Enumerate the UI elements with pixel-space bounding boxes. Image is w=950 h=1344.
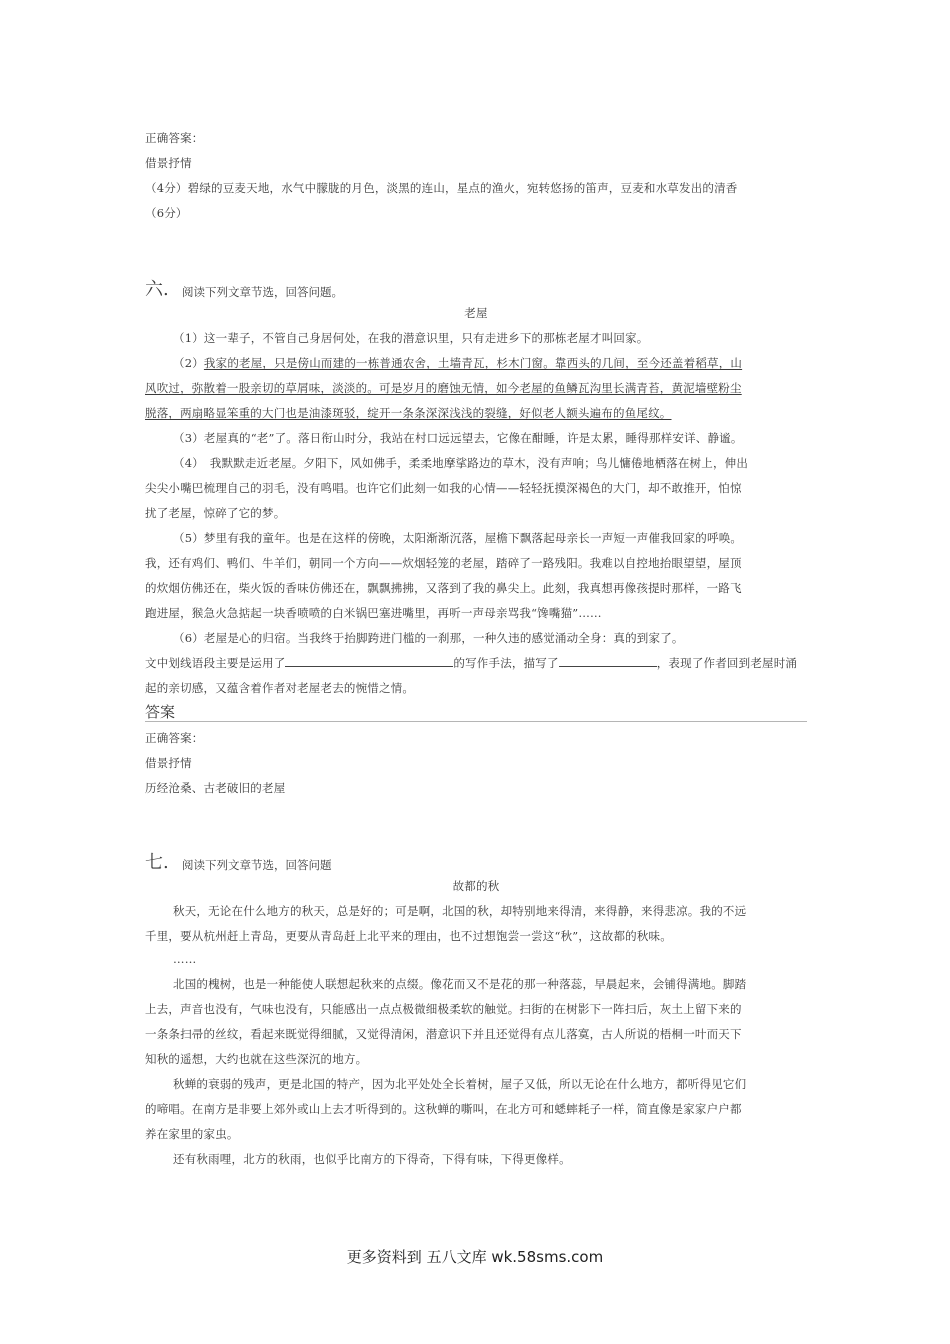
q6-answer-label: 正确答案：: [145, 731, 204, 745]
q6-p5-line3: 的炊烟仿佛还在，柴火饭的香味仿佛还在，飘飘拂拂，又落到了我的鼻尖上。此刻，我真想再像孩提时那样，一路飞: [145, 581, 742, 595]
prev-answer-label: 正确答案：: [145, 131, 204, 145]
q6-underlined-3: 脱落，两扇略显笨重的大门也是油漆斑驳，绽开一条条深深浅浅的裂缝，好似老人额头遍布的鱼尾纹。: [145, 406, 672, 420]
q7-para2-line2: 上去，声音也没有，气味也没有，只能感出一点点极微细极柔软的触觉。扫街的在树影下一阵扫后，灰土上留下来的: [145, 1002, 742, 1016]
q7-para3-line3: 养在家里的家虫。: [145, 1127, 239, 1141]
q7-para3-line1: 秋蝉的衰弱的残声，更是北国的特产，因为北平处处全长着树，屋子又低，所以无论在什么地方，都听得见它们: [173, 1077, 747, 1091]
q7-para1-line2: 千里，要从杭州赶上青岛，更要从青岛赶上北平来的理由，也不过想饱尝一尝这“秋”，这故都的秋味。: [145, 929, 672, 943]
q6-prompt: 阅读下列文章节选，回答问题。: [182, 285, 343, 299]
q6-number: 六.: [145, 279, 169, 300]
q6-blank-1[interactable]: [285, 655, 453, 667]
q7-prompt: 阅读下列文章节选，回答问题: [182, 858, 332, 872]
q6-blank-2[interactable]: [559, 655, 657, 667]
q6-p4-line1: （4） 我默默走近老屋。夕阳下，风如佛手，柔柔地摩挲路边的草木，没有声响；鸟儿慵倦地栖落在树上，伸出: [173, 456, 749, 470]
q6-p5-line1: （5）梦里有我的童年。也是在这样的傍晚，太阳渐渐沉落，屋檐下飘落起母亲长一声短一声催我回家的呼唤。: [173, 531, 743, 545]
q6-p5-line4: 跑进屋，猴急火急掂起一块香喷喷的白米锅巴塞进嘴里，再听一声母亲骂我“馋嘴猫”……: [145, 606, 602, 620]
q6-answer-1: 借景抒情: [145, 756, 192, 770]
q6-question-part-a: 文中划线语段主要是运用了: [145, 656, 286, 670]
q6-question-part-c: ，表现了作者回到老屋时涌: [656, 656, 798, 670]
q6-question-part-b: 的写作手法，描写了: [453, 656, 559, 670]
q6-p1: （1）这一辈子，不管自己身居何处，在我的潜意识里，只有走进乡下的那栋老屋才叫回家。: [173, 331, 649, 345]
q7-title: 故都的秋: [452, 879, 500, 893]
q7-para3-line2: 的啼唱。在南方是非要上郊外或山上去才听得到的。这秋蝉的嘶叫，在北方可和蟋蟀耗子一样，简直像是家家户户都: [145, 1102, 742, 1116]
q7-para1-line1: 秋天，无论在什么地方的秋天，总是好的；可是啊，北国的秋，却特别地来得清，来得静，来得悲凉。我的不远: [173, 904, 747, 918]
q6-p2-prefix: （2）: [173, 356, 204, 370]
q6-underlined-1: 我家的老屋，只是傍山而建的一栋普通农舍，土墙青瓦，杉木门窗。靠西头的几间，至今还盖着稻草，山: [203, 356, 743, 370]
q6-p4-line2: 尖尖小嘴巴梳理自己的羽毛，没有鸣唱。也许它们此刻一如我的心情——轻轻抚摸深褐色的大门，却不敢推开，怕惊: [145, 481, 742, 495]
q7-number: 七.: [145, 852, 169, 873]
q6-p4-line3: 扰了老屋，惊碎了它的梦。: [145, 506, 286, 520]
q7-ellipsis: ……: [173, 952, 197, 966]
q7-para2-line4: 知秋的遥想，大约也就在这些深沉的地方。: [145, 1052, 368, 1066]
q6-p2-line1: [173, 355, 807, 371]
footer-watermark: 更多资料到 五八文库 wk.58sms.com: [346, 1248, 604, 1266]
q6-p3: （3）老屋真的“老”了。落日衔山时分，我站在村口远远望去，它像在酣睡，许是太累，睡得那样安详、静谧。: [173, 431, 743, 445]
q6-title: 老屋: [464, 306, 488, 320]
q7-para2-line1: 北国的槐树，也是一种能使人联想起秋来的点缀。像花而又不是花的那一种落蕊，早晨起来，会铺得满地。脚踏: [173, 977, 747, 991]
q7-para2-line3: 一条条扫帚的丝纹，看起来既觉得细腻，又觉得清闲，潜意识下并且还觉得有点儿落寞，古人所说的梧桐一叶而天下: [145, 1027, 742, 1041]
q7-para4-line1: 还有秋雨哩，北方的秋雨，也似乎比南方的下得奇，下得有味，下得更像样。: [173, 1152, 571, 1166]
q6-question-line1: [145, 655, 807, 671]
prev-answer-2: （4分）碧绿的豆麦天地，水气中朦胧的月色，淡黑的连山，星点的渔火，宛转悠扬的笛声，豆麦和水草发出的清香: [145, 181, 738, 195]
prev-answer-3: （6分）: [145, 206, 188, 220]
q6-underlined-2: 风吹过，弥散着一股亲切的草屑味，淡淡的。可是岁月的磨蚀无情，如今老屋的鱼鳞瓦沟里长满青苔，黄泥墙壁粉尘: [145, 381, 742, 395]
q6-answer-heading: 答案: [145, 703, 176, 721]
q6-question-line2: 起的亲切感，又蕴含着作者对老屋老去的惋惜之情。: [145, 681, 415, 695]
answer-divider: [145, 721, 807, 722]
prev-answer-1: 借景抒情: [145, 156, 192, 170]
q6-p5-line2: 我，还有鸡们、鸭们、牛羊们，朝同一个方向——炊烟轻笼的老屋，踏碎了一路残阳。我难以自控地抬眼望望，屋顶: [145, 556, 742, 570]
q6-p6: （6）老屋是心的归宿。当我终于抬脚跨进门槛的一刹那，一种久违的感觉涌动全身：真的到家了。: [173, 631, 684, 645]
q6-answer-2: 历经沧桑、古老破旧的老屋: [145, 781, 286, 795]
